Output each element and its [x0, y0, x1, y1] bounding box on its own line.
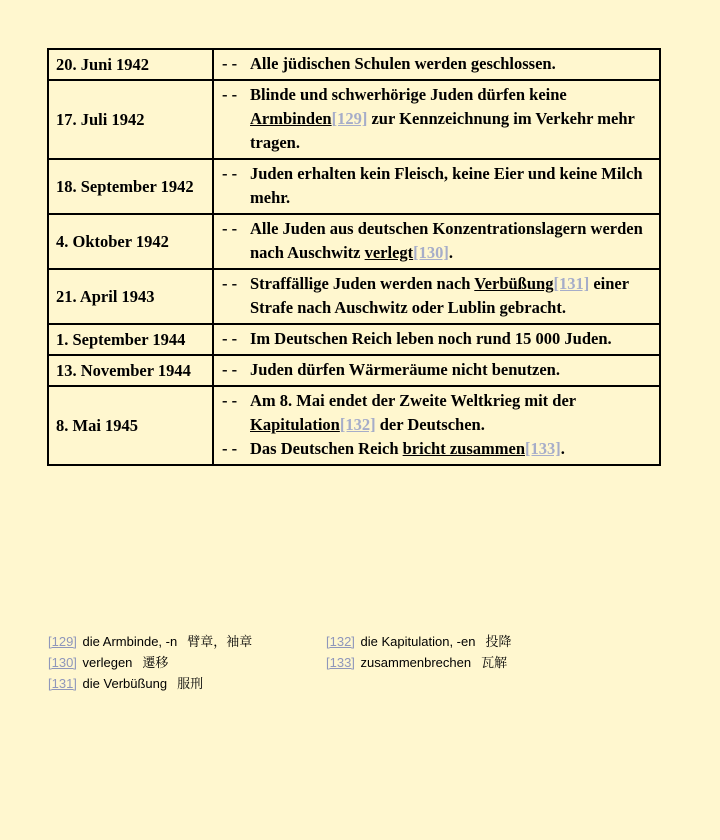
footnote-translation: 臂章，袖章	[187, 635, 253, 650]
bullet-dash: - -	[222, 85, 238, 104]
timeline-row	[48, 324, 660, 355]
footnote-ref-link[interactable]: [130]	[413, 243, 449, 262]
vocab-term: bricht zusammen	[402, 439, 525, 458]
event-text: Straffällige Juden werden nach	[250, 274, 475, 293]
vocab-term: Armbinden	[250, 109, 332, 128]
bullet-dash: - -	[222, 329, 238, 348]
timeline-row	[48, 49, 660, 80]
event-description	[213, 214, 660, 269]
footnote-term: verlegen	[82, 655, 133, 670]
bullet-dash: - -	[222, 439, 238, 458]
footnotes-left	[48, 632, 318, 695]
timeline-row	[48, 80, 660, 159]
event-text: Am 8. Mai endet der Zweite Weltkrieg mit der	[250, 391, 576, 410]
event-date: 18. September 1942	[48, 159, 213, 214]
footnote-translation: 服刑	[177, 677, 204, 692]
event-description	[213, 269, 660, 324]
event-line	[222, 272, 651, 320]
bullet-dash: - -	[222, 219, 238, 238]
footnote-ref-link[interactable]: [129]	[48, 634, 77, 649]
event-line	[222, 389, 651, 437]
footnote-ref-link[interactable]: [132]	[326, 634, 355, 649]
footnote-ref-link[interactable]: [131]	[48, 676, 77, 691]
event-line	[222, 83, 651, 155]
footnote-item	[48, 674, 318, 695]
event-line	[222, 162, 651, 210]
bullet-dash: - -	[222, 164, 238, 183]
event-date: 20. Juni 1942	[48, 49, 213, 80]
footnote-item	[48, 632, 318, 653]
event-text: Das Deutschen Reich	[250, 439, 403, 458]
timeline-body	[48, 49, 660, 465]
event-line	[222, 52, 651, 76]
event-date: 8. Mai 1945	[48, 386, 213, 465]
event-text: zur Kennzeichnung im Verkehr mehr tragen.	[250, 109, 635, 152]
footnote-ref-link[interactable]: [131]	[553, 274, 590, 293]
bullet-dash: - -	[222, 360, 238, 379]
footnote-term: die Verbüßung	[82, 676, 168, 691]
event-date: 13. November 1944	[48, 355, 213, 386]
event-text: Alle jüdischen Schulen werden geschlossen.	[250, 54, 556, 73]
bullet-dash: - -	[222, 391, 238, 410]
event-text: der Deutschen.	[375, 415, 485, 434]
event-text: Juden dürfen Wärmeräume nicht benutzen.	[250, 360, 560, 379]
event-text: einer Strafe nach Auschwitz oder Lublin gebracht.	[250, 274, 629, 317]
footnote-translation: 投降	[485, 635, 512, 650]
event-text: Blinde und schwerhörige Juden dürfen keine	[250, 85, 567, 104]
footnote-item	[326, 653, 626, 674]
footnote-translation: 瓦解	[481, 656, 508, 671]
footnote-translation: 遷移	[142, 656, 169, 671]
vocab-term: verlegt	[364, 243, 414, 262]
footnote-ref-link[interactable]: [132]	[339, 415, 376, 434]
footnote-ref-link[interactable]: [133]	[326, 655, 355, 670]
footnote-item	[48, 653, 318, 674]
vocab-term: Kapitulation	[250, 415, 340, 434]
bullet-dash: - -	[222, 274, 238, 293]
event-line	[222, 358, 651, 382]
footnote-ref-link[interactable]: [133]	[525, 439, 561, 458]
event-description	[213, 80, 660, 159]
footnote-item	[326, 632, 626, 653]
event-description	[213, 159, 660, 214]
timeline-table	[47, 48, 661, 466]
event-description	[213, 324, 660, 355]
event-description	[213, 355, 660, 386]
footnote-ref-link[interactable]: [129]	[331, 109, 368, 128]
event-text: .	[560, 439, 565, 458]
timeline-row	[48, 386, 660, 465]
event-date: 21. April 1943	[48, 269, 213, 324]
vocab-term: Verbüßung	[474, 274, 554, 293]
event-text: Alle Juden aus deutschen Konzentrationslagern werden nach Auschwitz	[250, 219, 643, 262]
footnote-term: die Armbinde, -n	[82, 634, 178, 649]
event-line	[222, 217, 651, 265]
footnotes-right	[326, 632, 626, 674]
timeline-row	[48, 269, 660, 324]
bullet-dash: - -	[222, 54, 238, 73]
event-text: .	[448, 243, 454, 262]
event-date: 4. Oktober 1942	[48, 214, 213, 269]
event-line	[222, 437, 651, 461]
event-line	[222, 327, 651, 351]
event-date: 17. Juli 1942	[48, 80, 213, 159]
event-description	[213, 386, 660, 465]
event-description	[213, 49, 660, 80]
event-date: 1. September 1944	[48, 324, 213, 355]
footnote-term: zusammenbrechen	[360, 655, 472, 670]
timeline-row	[48, 159, 660, 214]
footnote-term: die Kapitulation, -en	[360, 634, 476, 649]
timeline-row	[48, 214, 660, 269]
footnote-ref-link[interactable]: [130]	[48, 655, 77, 670]
timeline-row	[48, 355, 660, 386]
event-text: Im Deutschen Reich leben noch rund 15 000 Juden.	[250, 329, 612, 348]
event-text: Juden erhalten kein Fleisch, keine Eier und keine Milch mehr.	[250, 164, 643, 207]
